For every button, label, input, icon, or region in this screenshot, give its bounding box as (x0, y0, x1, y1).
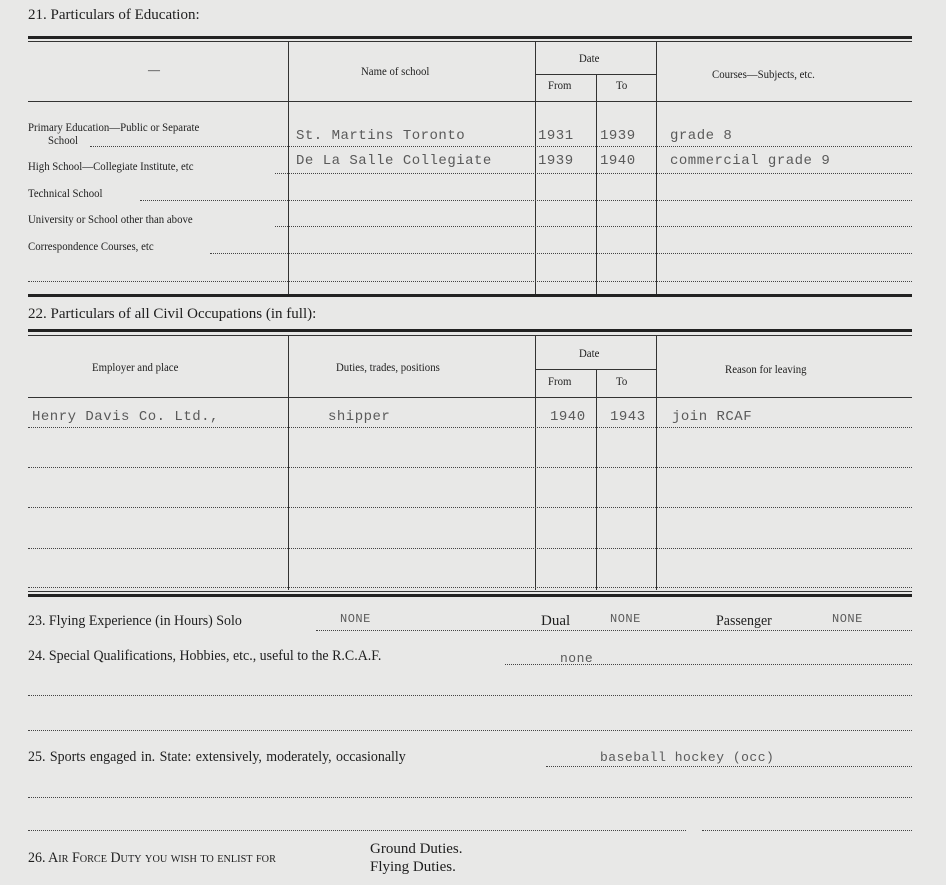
passenger-hours: NONE (832, 612, 863, 626)
primary-to: 1939 (600, 128, 636, 144)
section-22-title: 22. Particulars of all Civil Occupations (in full): (28, 306, 317, 322)
section-26-label: 26. Air Force Duty you wish to enlist for (28, 850, 276, 866)
primary-courses: grade 8 (670, 128, 733, 144)
header-duties: Duties, trades, positions (336, 360, 440, 374)
sports: baseball hockey (occ) (600, 750, 775, 765)
header-dash: — (148, 62, 160, 77)
header-employer: Employer and place (92, 360, 179, 374)
header-date-2: Date (579, 346, 600, 360)
solo-hours: NONE (340, 612, 371, 626)
high-school-from: 1939 (538, 153, 574, 169)
row-label-high-school: High School—Collegiate Institute, etc (28, 159, 194, 173)
ground-duties-option: Ground Duties. (370, 841, 463, 857)
header-reason: Reason for leaving (725, 362, 807, 376)
reason-for-leaving: join RCAF (672, 409, 753, 425)
section-25-label: 25. Sports engaged in. State: extensively, moderately, occasionally (28, 749, 406, 765)
flying-duties-option: Flying Duties. (370, 859, 456, 875)
header-name-of-school: Name of school (361, 64, 430, 78)
job-from: 1940 (550, 409, 586, 425)
special-qualifications: none (560, 651, 594, 666)
section-23-label: 23. Flying Experience (in Hours) Solo (28, 613, 242, 629)
header-to-2: To (616, 374, 628, 388)
job-to: 1943 (610, 409, 646, 425)
row-label-primary: Primary Education—Public or Separate (28, 120, 200, 134)
dual-label: Dual (541, 613, 571, 629)
high-school-to: 1940 (600, 153, 636, 169)
duties: shipper (328, 409, 391, 425)
employer: Henry Davis Co. Ltd., (32, 409, 219, 425)
row-label-primary-2: School (48, 133, 79, 147)
row-label-university: University or School other than above (28, 212, 193, 226)
dual-hours: NONE (610, 612, 641, 626)
section-21-title: 21. Particulars of Education: (28, 7, 200, 23)
row-label-technical: Technical School (28, 186, 103, 200)
primary-from: 1931 (538, 128, 574, 144)
header-from-2: From (548, 374, 572, 388)
header-to: To (616, 78, 628, 92)
header-date: Date (579, 51, 600, 65)
row-label-correspondence: Correspondence Courses, etc (28, 239, 154, 253)
high-school-courses: commercial grade 9 (670, 153, 831, 169)
header-from: From (548, 78, 572, 92)
section-24-label: 24. Special Qualifications, Hobbies, etc., useful to the R.C.A.F. (28, 648, 382, 664)
primary-school: St. Martins Toronto (296, 128, 466, 144)
high-school-name: De La Salle Collegiate (296, 153, 492, 169)
passenger-label: Passenger (716, 613, 772, 629)
header-courses: Courses—Subjects, etc. (712, 67, 815, 81)
